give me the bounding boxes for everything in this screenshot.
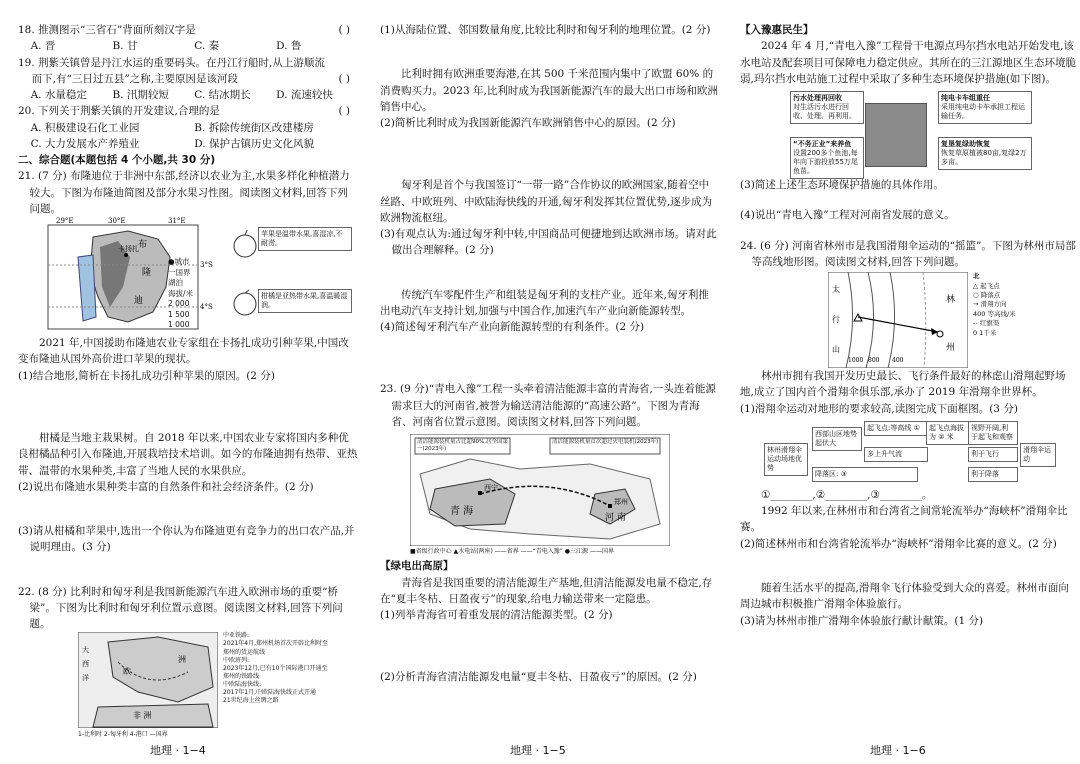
option: C. 秦	[194, 40, 220, 53]
flow-node: 利于飞行	[968, 447, 1018, 462]
option: A. 晋	[30, 40, 56, 53]
measure-title: 复垦复绿助恢复	[941, 140, 990, 149]
legend-item: 400 等高线/米	[973, 309, 1016, 318]
lon-label: 30°E	[108, 217, 126, 226]
q21-figure	[18, 217, 358, 335]
legend-item: 海拔/米	[168, 288, 194, 298]
route-notes	[223, 632, 333, 705]
q21-paragraph: 2021 年,中国援助布隆迪农业专家组在卡扬扎成功引种苹果,中国改变布隆迪从国外高价进口苹果的现状。	[18, 337, 349, 366]
option: C. 结冰期长	[194, 89, 251, 102]
q23-figure	[410, 434, 670, 558]
q23-intro: 23. (9 分)“青电入豫”工程一头牵着清洁能源丰富的青海省,一头连着能源需求巨大的河南省,被誉为输送清洁能源的“高速公路”。下图为青海省、河南省位置示意图。阅读图文材料,回答下列问题。	[380, 383, 716, 428]
q23-sub3: (3)简述上述生态环境保护措施的具体作用。	[740, 179, 944, 192]
contour-label: 400	[892, 357, 904, 365]
flow-node: 起飞点海拔为 ② 米	[926, 421, 970, 445]
map-legend	[168, 257, 193, 331]
q18-stem: 18. 推测图示“三省石”背面所刻汉字是	[18, 24, 196, 36]
city-label: 西宁	[484, 484, 498, 493]
contour-label: 1000	[848, 357, 864, 365]
map-label: 行	[832, 315, 840, 325]
burundi-map	[38, 217, 238, 335]
measure-text: 恢复草原植被80亩,复绿2万多亩。	[941, 149, 1027, 167]
q18-options	[18, 38, 358, 54]
contour-label: 800	[868, 357, 880, 365]
map-legend: 1-比利时 2-匈牙利 4-港口 —国界	[78, 731, 168, 739]
legend-item: 1 500	[168, 309, 190, 319]
map-note: 清洁能源装机量首次超过火电装机(2023年)	[552, 439, 659, 446]
map-label: 州	[946, 343, 956, 354]
flow-node: 利于降落	[968, 467, 1018, 482]
option: B. 拆除传统街区改建楼房	[194, 121, 314, 134]
column-middle	[380, 22, 718, 686]
legend-item: ●城市	[168, 257, 190, 267]
note: 中欧班列:	[223, 656, 250, 664]
map-note: 清洁能源装机量占比超90%,居全国第一(2023年)	[417, 439, 508, 453]
q23-sub1: (1)列举青海省可着重发展的清洁能源类型。(2 分)	[380, 609, 613, 622]
measure-text: 采用纯电动卡车承担工程运输任务。	[941, 103, 1025, 121]
legend-item: ○ 降落点	[973, 290, 1001, 299]
q22-figure	[78, 632, 328, 739]
map-label: 欧	[123, 667, 131, 677]
measure-title: “不务正业”来养鱼	[793, 140, 852, 149]
q24-paragraph: 随着生活水平的提高,滑翔伞飞行体验受到大众的喜爱。林州市面向周边城市积极推广滑翔伞体验旅行。	[740, 581, 1069, 611]
country-label: 隆	[142, 268, 152, 279]
q19-stem-line1: 19. 荆紫关镇曾是丹江水运的重要码头。在丹江行船时,从上游顺流	[18, 56, 325, 69]
lon-label: 29°E	[56, 217, 74, 226]
column-left	[18, 22, 358, 739]
q21-paragraph: 柑橘是当地主栽果树。自 2018 年以来,中国农业专家将国内多种优良柑橘品种引入布隆迪,开展栽培技术培训。如今的布隆迪拥有热带、亚热带、温带的水果种类,丰富了当地人民的水果供应。	[18, 431, 358, 477]
q22-sub2: (2)简析比利时成为我国新能源汽车欧洲销售中心的原因。(2 分)	[380, 117, 676, 130]
q22-paragraph: 匈牙利是首个与我国签订“一带一路”合作协议的欧洲国家,随着空中丝路、中欧班列、中欧陆海快线的开通,匈牙利发挥其位置优势,逐步成为欧洲物流枢纽。	[380, 179, 713, 224]
map-label: 太	[832, 285, 840, 295]
q19-stem-line2: 而下,有“三日过五县”之称,主要原因是该河段	[31, 72, 239, 85]
apple-note: 苹果是温带水果,喜湿凉,不耐涝。	[258, 227, 352, 251]
page-footer: 地理 · 1−5	[510, 744, 566, 757]
page-footer: 地理 · 1−4	[150, 744, 206, 757]
flow-node: 起飞点:等高线 ①	[864, 421, 928, 436]
contour-map	[828, 272, 968, 368]
answer-paren: ( )	[338, 72, 350, 85]
q23-paragraph: 2024 年 4 月,“青电入豫”工程骨干电源点玛尔挡水电站开始发电,该水电站及配套项目可保障电力稳定供应。其所在的三江源地区生态环境脆弱,玛尔挡水电站施工过程中采取了多种生态环境保护措施(如下图)。	[740, 40, 1076, 85]
legend-item: △ 起飞点	[973, 281, 1000, 290]
map-label: 山	[832, 345, 840, 355]
apple-icon	[230, 229, 260, 259]
question-20	[18, 103, 358, 152]
option: D. 鲁	[276, 40, 302, 53]
q21-sub3: (3)请从柑橘和苹果中,选出一个你认为布隆迪更有竞争力的出口农产品,并说明理由。(3 分)	[18, 525, 355, 554]
answer-blanks[interactable]: ①________,②________,③________。	[761, 488, 933, 501]
measure-text: 设置200多个鱼池,每年向下游投放55万尾鱼苗。	[793, 149, 858, 176]
q23-sub4: (4)说出“青电入豫”工程对河南省发展的意义。	[740, 209, 955, 222]
answer-paren: ( )	[338, 105, 350, 118]
orange-note: 柑橘是亚热带水果,喜温暖湿润。	[258, 289, 352, 313]
option: B. 汛期较短	[112, 89, 169, 102]
q22-intro: 22. (8 分) 比利时和匈牙利是我国新能源汽车进入欧洲市场的重要“桥梁”。下图为比利时和匈牙利位置示意图。阅读图文材料,回答下列问题。	[18, 585, 343, 631]
lon-label: 31°E	[168, 217, 186, 226]
contour-legend	[973, 272, 1016, 338]
q22-paragraph: 传统汽车零配件生产和组装是匈牙利的支柱产业。近年来,匈牙利推出电动汽车支持计划,加强与中国合作,加速汽车产业向新能源转型。	[380, 288, 709, 317]
measure-title: 污水处理再回收	[793, 94, 842, 103]
page-footer: 地理 · 1−6	[870, 744, 926, 757]
section-bracket-title: 【绿电出高原】	[380, 560, 454, 573]
dam-photo	[865, 103, 927, 167]
map-legend: ■省级行政中心 ▲水电站(两座) ——省界 ——“青电入豫” ●三江源 ——国界	[410, 548, 614, 556]
q19-options	[18, 87, 358, 103]
measure-text: 对生活污水进行回收、处理、再利用。	[793, 103, 856, 121]
map-label: 洋	[82, 674, 89, 683]
map-label: 林	[946, 295, 956, 306]
note: 21世纪海上丝绸之路	[223, 697, 279, 705]
note: 中欧陆海快线:	[223, 680, 262, 688]
q22-sub1: (1)从海陆位置、邻国数量角度,比较比利时和匈牙利的地理位置。(2 分)	[380, 24, 711, 36]
answer-paren: ( )	[338, 24, 350, 36]
map-label: 非 洲	[133, 711, 152, 721]
legend-item: 1 000	[168, 320, 190, 330]
flow-node: 林州滑翔伞运动场地优势	[764, 443, 808, 476]
option: D. 保护古镇历史文化风貌	[194, 137, 315, 150]
q21-sub2: (2)说出布隆迪水果种类丰富的自然条件和社会经济条件。(2 分)	[18, 480, 314, 493]
map-label: 大	[82, 646, 89, 655]
measure-title: 纯电卡车组重任	[941, 94, 990, 103]
q23-sub2: (2)分析青海省清洁能源发电量“夏丰冬枯、日盈夜亏”的原因。(2 分)	[380, 671, 697, 684]
flow-node: 视野开阔,利于起飞和观察	[968, 421, 1018, 445]
province-label: 青 海	[450, 506, 474, 518]
section-bracket-title: 【入豫惠民生】	[740, 24, 814, 36]
lat-label: 4°S	[200, 303, 213, 312]
note: 2017年1月,中欧陆海快线正式开通	[223, 689, 316, 697]
q20-stem: 20. 下列关于荆紫关镇的开发建议,合理的是	[18, 105, 220, 118]
measure-4	[938, 137, 1032, 170]
province-label: 河 南	[605, 513, 626, 524]
orange-icon	[230, 287, 260, 317]
q23-paragraph: 青海省是我国重要的清洁能源生产基地,但清洁能源发电量不稳定,存在“夏丰冬枯、日盈夜亏”的现象,给电力输送带来一定隐患。	[380, 576, 713, 605]
measures-figure	[790, 91, 1030, 177]
lat-label: 3°S	[200, 261, 213, 270]
measure-1	[790, 91, 864, 124]
q21-sub1: (1)结合地形,简析在卡扬扎成功引种苹果的原因。(2 分)	[18, 369, 275, 382]
measure-2	[938, 91, 1032, 124]
legend-item: → 滑翔方向	[973, 300, 1007, 309]
map-label: 洲	[178, 655, 186, 665]
flow-node: 降落区: ③	[812, 467, 918, 482]
option: A. 水量稳定	[30, 89, 87, 102]
q21-intro: 21. (7 分) 布隆迪位于非洲中东部,经济以农业为主,水果多样化种植潜力较大。下图为布隆迪简图及部分水果习性图。阅读图文材料,回答下列问题。	[18, 170, 350, 215]
option: C. 大力发展水产养殖业	[30, 137, 140, 150]
column-right	[740, 22, 1078, 629]
map-label: 西	[82, 660, 89, 669]
q24-sub3: (3)请为林州市推广滑翔伞体验旅行献计献策。(1 分)	[740, 614, 984, 627]
europe-map	[78, 632, 218, 728]
q24-paragraph: 林州市拥有我国开发历史最长、飞行条件最好的林虑山滑翔起野场地,成立了国内首个滑翔伞俱乐部,承办了 2019 年滑翔伞世界杯。	[740, 370, 1066, 399]
legend-item: 湖泊	[168, 278, 183, 288]
q24-sub2: (2)简述林州市和台湾省轮流举办“海峡杯”滑翔伞比赛的意义。(2 分)	[740, 537, 1057, 550]
north-arrow-label: 北	[973, 272, 980, 281]
q20-options	[18, 120, 358, 153]
note: 2023年12月,已有10个国际港口开通至郑州的铁路线	[223, 664, 328, 680]
legend-item: 一国界	[168, 267, 191, 277]
question-19	[18, 55, 358, 104]
q22-sub3: (3)有观点认为:通过匈牙利中转,中国商品可便捷地到达欧洲市场。请对此做出合理解释。(2 分)	[380, 228, 717, 257]
q24-paragraph: 1992 年以来,在林州市和台湾省之间常轮流举办“海峡杯”滑翔伞比赛。	[740, 505, 1068, 534]
option: A. 积极建设石化工业园	[30, 121, 140, 134]
note: 2021年4月,郑州机场首次开辟比利时至郑州的货运航线	[223, 640, 328, 656]
legend-item: 0 1千米	[973, 328, 997, 337]
legend-item: 2 000	[168, 299, 190, 309]
q24-sub1: (1)滑翔伞运动对地形的要求较高,读图完成下面框图。(3 分)	[740, 402, 1018, 415]
city-label: 卡扬扎	[118, 245, 139, 254]
section-heading: 二、综合题(本题包括 4 个小题,共 30 分)	[18, 154, 216, 167]
q22-paragraph: 比利时拥有欧洲重要海港,在其 500 千米范围内集中了欧盟 60% 的消费购买力。2023 年,比利时成为我国新能源汽车的最大出口市场和欧洲销售中心。	[380, 68, 718, 113]
legend-item: -- 红旗渠	[973, 319, 1000, 328]
option: D. 流速较快	[276, 89, 333, 102]
city-label: 郑州	[614, 498, 628, 507]
note: 中亚铁路:	[223, 632, 250, 640]
option: B. 甘	[112, 40, 138, 53]
country-label: 布	[138, 240, 148, 251]
flow-node: 多上升气流	[864, 447, 928, 462]
q22-sub4: (4)简述匈牙利汽车产业向新能源转型的有利条件。(2 分)	[380, 321, 645, 334]
country-label: 迪	[134, 296, 144, 307]
question-18	[18, 22, 358, 55]
q24-figure	[828, 272, 1068, 368]
q24-intro: 24. (6 分) 河南省林州市是我国滑翔伞运动的“摇篮”。下图为林州市局部等高线地形图。阅读图文材料,回答下列问题。	[740, 239, 1076, 268]
flow-node: 滑翔伞运动	[1020, 443, 1056, 467]
flow-node: 西部山区地势起伏大	[812, 427, 862, 451]
measure-3	[790, 137, 864, 179]
flow-chart	[740, 419, 1060, 487]
